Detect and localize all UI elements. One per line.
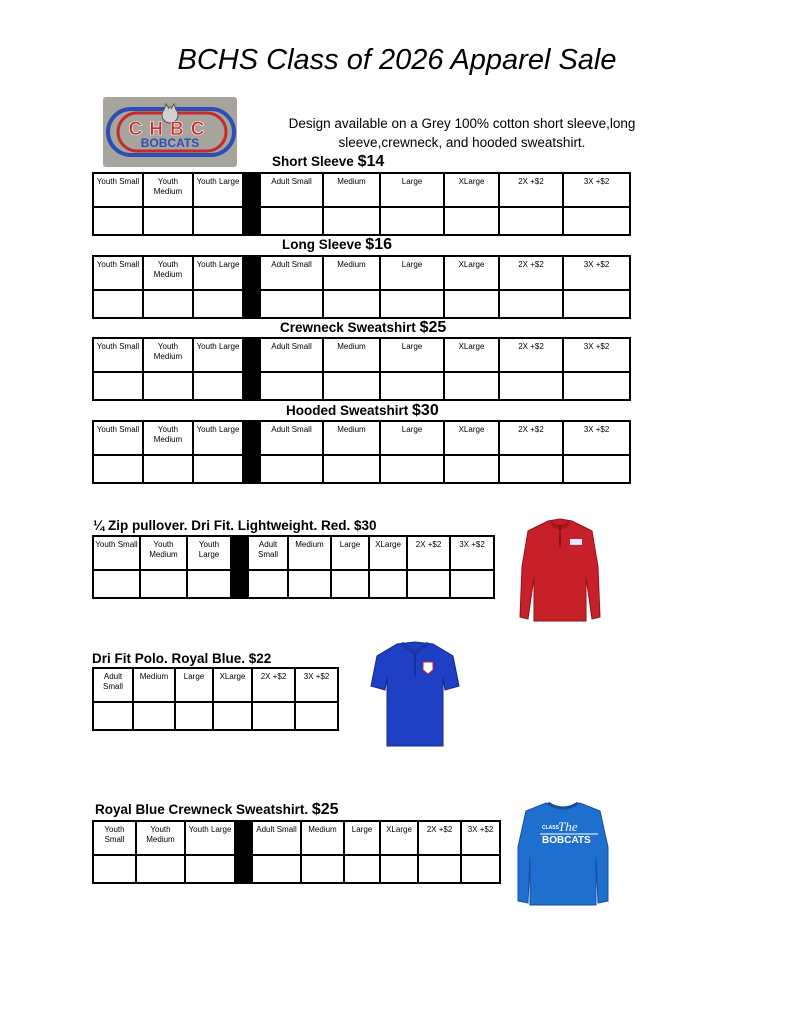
quantity-cell[interactable]: [380, 290, 444, 318]
quantity-cell[interactable]: [93, 207, 143, 235]
divider-cell: [243, 207, 260, 235]
size-header-cell: 2X +$2: [252, 668, 295, 702]
quantity-cell[interactable]: [301, 855, 344, 883]
royal-blue-crewneck-image: [516, 797, 610, 914]
price-royal-crew: $25: [311, 801, 339, 818]
size-header-cell: Large: [380, 173, 444, 207]
quantity-cell[interactable]: [295, 702, 338, 730]
crewneck-size-table: [92, 337, 631, 401]
page-title: BCHS Class of 2026 Apparel Sale: [177, 44, 617, 76]
size-header-cell: Youth Large: [193, 173, 243, 207]
size-header-cell: Youth Small: [93, 173, 143, 207]
quantity-cell[interactable]: [193, 455, 243, 483]
size-header-cell: 2X +$2: [418, 821, 461, 855]
size-header-cell: Adult Small: [252, 821, 301, 855]
quantity-cell[interactable]: [185, 855, 235, 883]
size-header-cell: XLarge: [380, 821, 418, 855]
size-header-cell: Youth Small: [93, 821, 136, 855]
quantity-cell[interactable]: [499, 290, 563, 318]
size-header-cell: Medium: [288, 536, 331, 570]
size-header-cell: 3X +$2: [563, 421, 630, 455]
size-header-cell: Youth Large: [185, 821, 235, 855]
polo-size-table: [92, 667, 339, 731]
size-header-cell: Youth Small: [93, 256, 143, 290]
price-crewneck: $25: [419, 319, 447, 336]
heading-royal-crew-name: Royal Blue Crewneck Sweatshirt.: [95, 802, 309, 817]
sweatshirt-print-name: BOBCATS: [542, 835, 591, 846]
size-header-cell: Youth Small: [93, 338, 143, 372]
quantity-cell[interactable]: [175, 702, 213, 730]
size-header-cell: Medium: [323, 338, 380, 372]
quantity-cell[interactable]: [323, 207, 380, 235]
quantity-cell[interactable]: [323, 372, 380, 400]
quantity-cell[interactable]: [563, 455, 630, 483]
size-header-cell: Youth Small: [93, 536, 140, 570]
red-quarter-zip-image: [516, 517, 604, 630]
quantity-cell[interactable]: [248, 570, 288, 598]
quantity-cell[interactable]: [143, 455, 193, 483]
quantity-cell[interactable]: [444, 372, 499, 400]
heading-crewneck-name: Crewneck Sweatshirt: [280, 320, 416, 335]
divider-cell: [243, 290, 260, 318]
quantity-cell[interactable]: [133, 702, 175, 730]
size-header-cell: Adult Small: [260, 256, 323, 290]
logo-letters: CHBC: [128, 119, 212, 140]
size-header-cell: Medium: [323, 173, 380, 207]
size-header-cell: Medium: [133, 668, 175, 702]
quantity-cell[interactable]: [93, 702, 133, 730]
quantity-cell[interactable]: [143, 372, 193, 400]
quantity-cell[interactable]: [418, 855, 461, 883]
price-long-sleeve: $16: [365, 236, 392, 253]
bobcats-logo: [103, 97, 237, 167]
size-header-cell: Youth Medium: [143, 256, 193, 290]
size-header-cell: Youth Medium: [140, 536, 187, 570]
size-header-cell: XLarge: [444, 421, 499, 455]
quantity-cell[interactable]: [260, 207, 323, 235]
quantity-cell[interactable]: [93, 372, 143, 400]
quantity-cell[interactable]: [331, 570, 369, 598]
divider-cell: [243, 455, 260, 483]
size-header-cell: Youth Large: [193, 256, 243, 290]
size-header-cell: Large: [175, 668, 213, 702]
sweatshirt-print-small: CLASS: [542, 825, 559, 831]
quantity-cell[interactable]: [444, 207, 499, 235]
quantity-cell[interactable]: [444, 290, 499, 318]
quantity-cell[interactable]: [143, 207, 193, 235]
size-header-cell: Youth Large: [193, 421, 243, 455]
heading-crewneck: [280, 319, 446, 337]
quantity-cell[interactable]: [563, 290, 630, 318]
size-header-cell: Youth Large: [187, 536, 231, 570]
quantity-cell[interactable]: [563, 372, 630, 400]
size-header-cell: 2X +$2: [499, 338, 563, 372]
quantity-cell[interactable]: [380, 207, 444, 235]
size-header-cell: 2X +$2: [499, 173, 563, 207]
size-header-cell: 3X +$2: [295, 668, 338, 702]
size-header-cell: 2X +$2: [407, 536, 450, 570]
zip-size-table: [92, 535, 495, 599]
sweatshirt-print-the: The: [558, 819, 578, 834]
quantity-cell[interactable]: [450, 570, 494, 598]
size-header-cell: 3X +$2: [461, 821, 500, 855]
size-header-cell: Large: [331, 536, 369, 570]
heading-zip: ¼ Zip pullover. Dri Fit. Lightweight. Red. $30: [93, 518, 377, 533]
heading-polo: Dri Fit Polo. Royal Blue. $22: [92, 651, 272, 666]
heading-short-sleeve-name: Short Sleeve: [272, 154, 354, 169]
royal-blue-polo-image: [369, 640, 461, 755]
size-header-cell: Youth Medium: [143, 338, 193, 372]
size-header-cell: Youth Medium: [143, 173, 193, 207]
size-header-cell: XLarge: [444, 173, 499, 207]
price-short-sleeve: $14: [357, 153, 385, 170]
divider-cell: [243, 256, 260, 290]
size-header-cell: Medium: [301, 821, 344, 855]
size-header-cell: Youth Medium: [143, 421, 193, 455]
divider-cell: [235, 821, 252, 855]
divider-cell: [231, 570, 248, 598]
quantity-cell[interactable]: [461, 855, 500, 883]
quantity-cell[interactable]: [140, 570, 187, 598]
quantity-cell[interactable]: [93, 290, 143, 318]
quantity-cell[interactable]: [193, 372, 243, 400]
size-header-cell: Large: [344, 821, 380, 855]
heading-hooded: [286, 402, 439, 420]
heading-long-sleeve: [282, 236, 392, 254]
quantity-cell[interactable]: [93, 855, 136, 883]
quantity-cell[interactable]: [193, 290, 243, 318]
size-header-cell: 3X +$2: [563, 256, 630, 290]
size-header-cell: Youth Small: [93, 421, 143, 455]
quantity-cell[interactable]: [136, 855, 185, 883]
quantity-cell[interactable]: [260, 290, 323, 318]
size-header-cell: 2X +$2: [499, 256, 563, 290]
heading-short-sleeve: [272, 153, 384, 171]
hooded-size-table: [92, 420, 631, 484]
divider-cell: [231, 536, 248, 570]
quantity-cell[interactable]: [369, 570, 407, 598]
quantity-cell[interactable]: [323, 455, 380, 483]
quantity-cell[interactable]: [323, 290, 380, 318]
quantity-cell[interactable]: [143, 290, 193, 318]
quantity-cell[interactable]: [260, 372, 323, 400]
size-header-cell: 3X +$2: [563, 173, 630, 207]
quantity-cell[interactable]: [499, 455, 563, 483]
size-header-cell: Adult Small: [93, 668, 133, 702]
size-header-cell: XLarge: [369, 536, 407, 570]
long-sleeve-size-table: [92, 255, 631, 319]
quantity-cell[interactable]: [187, 570, 231, 598]
quantity-cell[interactable]: [407, 570, 450, 598]
size-header-cell: Adult Small: [260, 173, 323, 207]
quantity-cell[interactable]: [499, 207, 563, 235]
quantity-cell[interactable]: [563, 207, 630, 235]
short-sleeve-size-table: [92, 172, 631, 236]
size-header-cell: Adult Small: [248, 536, 288, 570]
size-header-cell: 3X +$2: [450, 536, 494, 570]
quantity-cell[interactable]: [260, 455, 323, 483]
logo-text: BOBCATS: [140, 136, 200, 150]
divider-cell: [243, 338, 260, 372]
quantity-cell[interactable]: [252, 855, 301, 883]
price-hooded: $30: [412, 402, 439, 419]
heading-long-sleeve-name: Long Sleeve: [282, 237, 362, 252]
size-header-cell: XLarge: [444, 256, 499, 290]
divider-cell: [243, 372, 260, 400]
heading-hooded-name: Hooded Sweatshirt: [286, 403, 409, 418]
quantity-cell[interactable]: [380, 455, 444, 483]
size-header-cell: Medium: [323, 421, 380, 455]
size-header-cell: Adult Small: [260, 421, 323, 455]
size-header-cell: XLarge: [213, 668, 252, 702]
divider-cell: [235, 855, 252, 883]
quantity-cell[interactable]: [380, 372, 444, 400]
quantity-cell[interactable]: [252, 702, 295, 730]
description: Design available on a Grey 100% cotton short sleeve,long sleeve,crewneck, and hooded sweatshirt.: [288, 116, 636, 150]
quantity-cell[interactable]: [444, 455, 499, 483]
quantity-cell[interactable]: [288, 570, 331, 598]
size-header-cell: XLarge: [444, 338, 499, 372]
size-header-cell: 2X +$2: [499, 421, 563, 455]
size-header-cell: Large: [380, 421, 444, 455]
size-header-cell: Large: [380, 338, 444, 372]
divider-cell: [243, 173, 260, 207]
quantity-cell[interactable]: [499, 372, 563, 400]
quantity-cell[interactable]: [193, 207, 243, 235]
size-header-cell: Youth Large: [193, 338, 243, 372]
quantity-cell[interactable]: [93, 570, 140, 598]
size-header-cell: 3X +$2: [563, 338, 630, 372]
quantity-cell[interactable]: [380, 855, 418, 883]
quantity-cell[interactable]: [93, 455, 143, 483]
size-header-cell: Adult Small: [260, 338, 323, 372]
royal-crew-size-table: [92, 820, 501, 884]
quantity-cell[interactable]: [344, 855, 380, 883]
size-header-cell: Large: [380, 256, 444, 290]
size-header-cell: Medium: [323, 256, 380, 290]
size-header-cell: Youth Medium: [136, 821, 185, 855]
quantity-cell[interactable]: [213, 702, 252, 730]
heading-royal-crew: [95, 801, 339, 819]
divider-cell: [243, 421, 260, 455]
